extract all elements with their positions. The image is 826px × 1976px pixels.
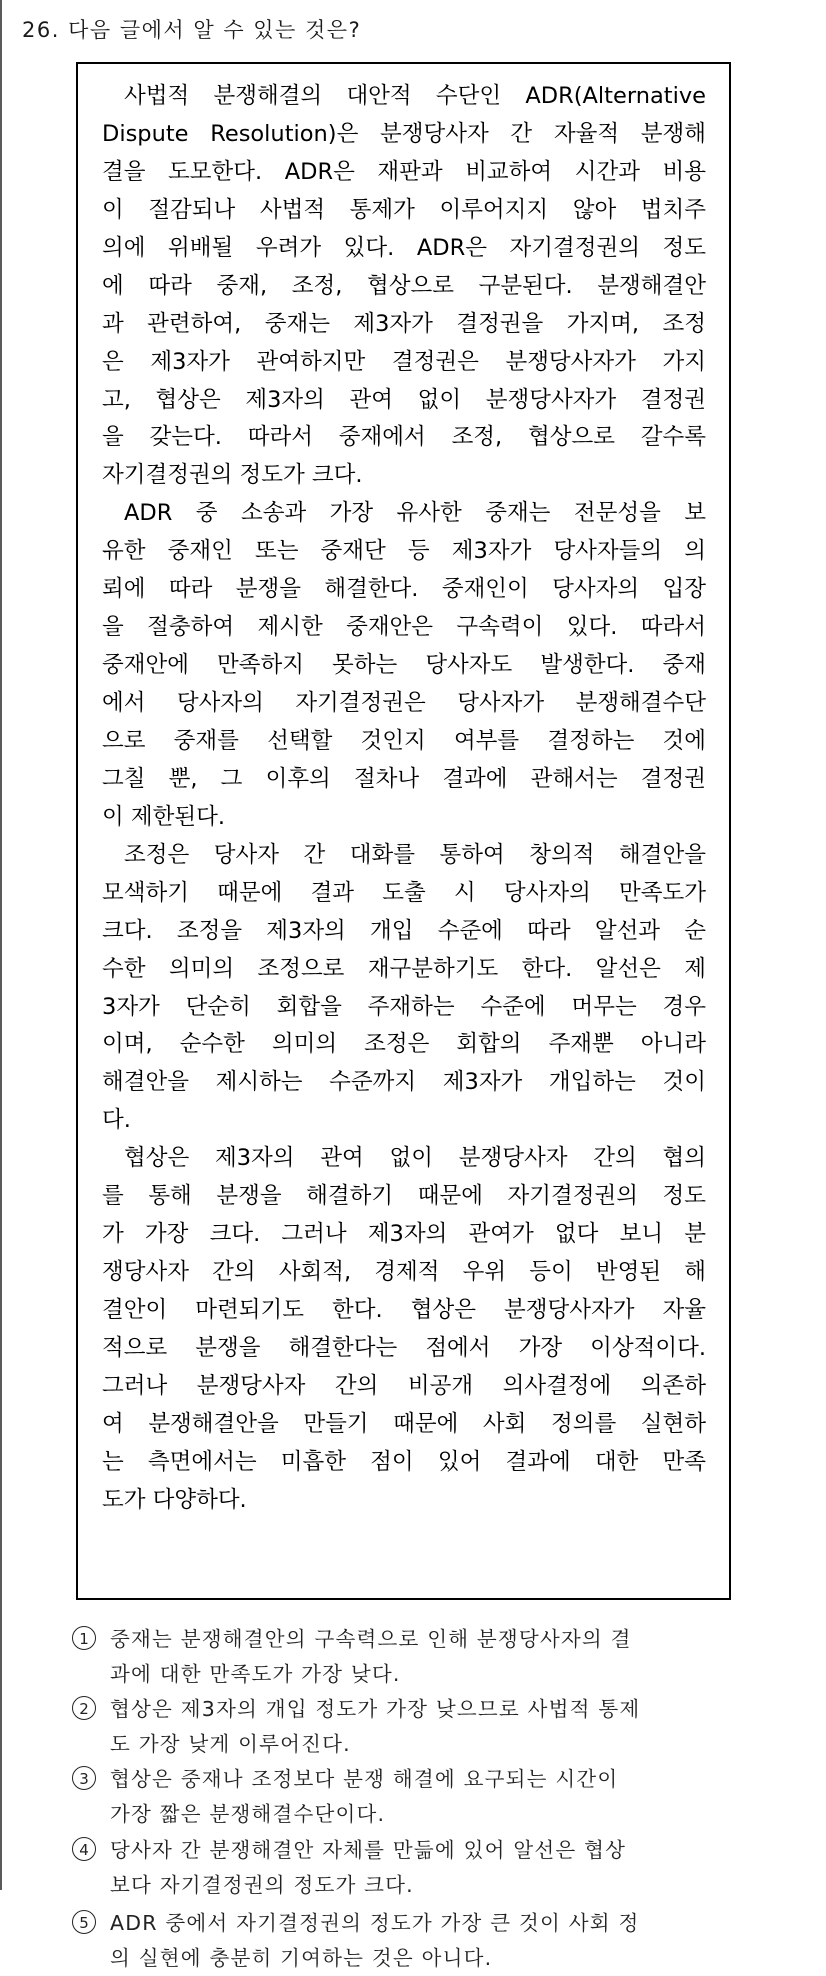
passage-line: 으로 중재를 선택할 것인지 여부를 결정하는 것에 (102, 727, 706, 754)
passage-line: 도가 다양하다. (102, 1486, 247, 1513)
passage-line: 유한 중재인 또는 중재단 등 제3자가 당사자들의 의 (102, 538, 706, 565)
passage-line: 뢰에 따라 분쟁을 해결한다. 중재인이 당사자의 입장 (102, 576, 706, 603)
passage-line: 적으로 분쟁을 해결한다는 점에서 가장 이상적이다. (102, 1334, 706, 1361)
passage-line: 해결안을 제시하는 수준까지 제3자가 개입하는 것이 (102, 1069, 706, 1096)
option-text-line: 협상은 중재나 조정보다 분쟁 해결에 요구되는 시간이 (110, 1767, 619, 1791)
passage-line: Dispute Resolution)은 분쟁당사자 간 자율적 분쟁해 (102, 120, 706, 147)
circled-number-icon: 4 (72, 1837, 96, 1861)
passage-line: 에서 당사자의 자기결정권은 당사자가 분쟁해결수단 (102, 690, 706, 716)
answer-option-2[interactable] (72, 1692, 640, 1762)
option-text-line: 당사자 간 분쟁해결안 자체를 만듦에 있어 알선은 협상 (110, 1838, 627, 1862)
option-text-line: 가장 짧은 분쟁해결수단이다. (110, 1802, 386, 1826)
question-title: 26. 다음 글에서 알 수 있는 것은? (22, 18, 362, 42)
answer-option-1[interactable] (72, 1622, 632, 1692)
passage-line: 고, 협상은 제3자의 관여 없이 분쟁당사자가 결정권 (102, 386, 706, 413)
option-text-line: 보다 자기결정권의 정도가 크다. (110, 1873, 414, 1897)
answer-option-3[interactable] (72, 1762, 618, 1832)
passage-box (76, 62, 731, 1600)
passage-line: 이 제한된다. (102, 803, 225, 830)
passage-line: 쟁당사자 간의 사회적, 경제적 우위 등이 반영된 해 (102, 1259, 706, 1286)
option-text-line: 의 실현에 충분히 기여하는 것은 아니다. (110, 1946, 493, 1970)
passage-line: 수한 의미의 조정으로 재구분하기도 한다. 알선은 제 (102, 955, 706, 982)
option-text (110, 1692, 640, 1762)
passage-line: 을 절충하여 제시한 중재안은 구속력이 있다. 따라서 (102, 614, 706, 641)
passage-line: 을 갖는다. 따라서 중재에서 조정, 협상으로 갈수록 (102, 424, 706, 451)
passage-line: 크다. 조정을 제3자의 개입 수준에 따라 알선과 순 (102, 917, 706, 944)
option-text (110, 1833, 626, 1903)
passage-line: 에 따라 중재, 조정, 협상으로 구분된다. 분쟁해결안 (102, 272, 706, 299)
passage-text (102, 78, 706, 1520)
passage-line: 조정은 당사자 간 대화를 통하여 창의적 해결안을 (124, 841, 706, 868)
passage-line: 는 측면에서는 미흡한 점이 있어 결과에 대한 만족 (102, 1448, 706, 1475)
passage-line: 를 통해 분쟁을 해결하기 때문에 자기결정권의 정도 (102, 1183, 706, 1210)
circled-number-icon: 5 (72, 1910, 96, 1934)
passage-line: 모색하기 때문에 결과 도출 시 당사자의 만족도가 (102, 879, 706, 906)
passage-line: 결안이 마련되기도 한다. 협상은 분쟁당사자가 자율 (102, 1297, 706, 1323)
option-text-line: 협상은 제3자의 개입 정도가 가장 낮으므로 사법적 통제 (110, 1697, 641, 1721)
passage-line: 그러나 분쟁당사자 간의 비공개 의사결정에 의존하 (102, 1372, 706, 1399)
passage-line: 다. (102, 1107, 131, 1134)
option-text-line: 과에 대한 만족도가 가장 낮다. (110, 1662, 401, 1686)
option-text (110, 1622, 632, 1692)
circled-number-icon: 1 (72, 1626, 96, 1650)
passage-line: 여 분쟁해결안을 만들기 때문에 사회 정의를 실현하 (102, 1410, 706, 1437)
passage-line: ADR 중 소송과 가장 유사한 중재는 전문성을 보 (124, 500, 706, 527)
passage-line: 이며, 순수한 의미의 조정은 회합의 주재뿐 아니라 (102, 1031, 706, 1058)
circled-number-icon: 3 (72, 1766, 96, 1790)
passage-line: 자기결정권의 정도가 크다. (102, 462, 363, 489)
passage-line: 가 가장 크다. 그러나 제3자의 관여가 없다 보니 분 (102, 1221, 706, 1248)
page-left-rule (0, 0, 2, 1890)
circled-number-icon: 2 (72, 1696, 96, 1720)
passage-line: 협상은 제3자의 관여 없이 분쟁당사자 간의 협의 (124, 1145, 706, 1172)
passage-line: 의에 위배될 우려가 있다. ADR은 자기결정권의 정도 (102, 234, 706, 261)
passage-line: 은 제3자가 관여하지만 결정권은 분쟁당사자가 가지 (102, 348, 706, 375)
passage-line: 사법적 분쟁해결의 대안적 수단인 ADR(Alternative (124, 83, 706, 109)
option-text (110, 1762, 618, 1832)
passage-line: 3자가 단순히 회합을 주재하는 수준에 머무는 경우 (102, 993, 706, 1020)
option-text-line: ADR 중에서 자기결정권의 정도가 가장 큰 것이 사회 정 (110, 1911, 640, 1935)
option-text-line: 도 가장 낮게 이루어진다. (110, 1732, 351, 1756)
passage-line: 이 절감되나 사법적 통제가 이루어지지 않아 법치주 (102, 196, 706, 223)
passage-line: 과 관련하여, 중재는 제3자가 결정권을 가지며, 조정 (102, 310, 706, 337)
option-text-line: 중재는 분쟁해결안의 구속력으로 인해 분쟁당사자의 결 (110, 1627, 632, 1651)
passage-line: 결을 도모한다. ADR은 재판과 비교하여 시간과 비용 (102, 158, 706, 185)
passage-line: 그칠 뿐, 그 이후의 절차나 결과에 관해서는 결정권 (102, 765, 706, 792)
option-text (110, 1906, 639, 1976)
answer-option-4[interactable] (72, 1833, 626, 1903)
passage-line: 중재안에 만족하지 못하는 당사자도 발생한다. 중재 (102, 652, 706, 679)
answer-option-5[interactable] (72, 1906, 639, 1976)
